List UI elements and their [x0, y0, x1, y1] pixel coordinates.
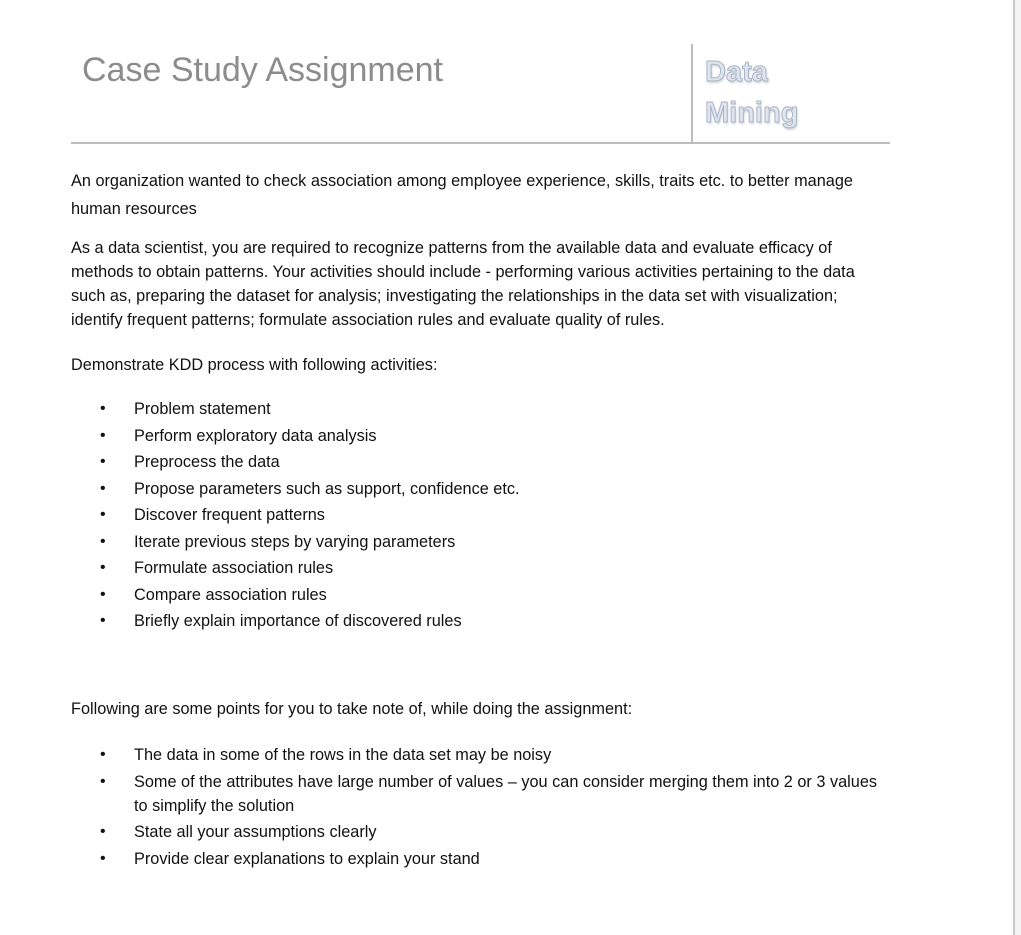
bullet-icon: • — [100, 559, 106, 576]
list-item — [71, 556, 893, 580]
list-item-text: Briefly explain importance of discovered rules — [134, 612, 462, 630]
bullet-icon: • — [100, 823, 106, 840]
list-item-text: Problem statement — [134, 400, 271, 418]
list-item — [71, 477, 893, 501]
bullet-icon: • — [100, 400, 106, 417]
list-item — [71, 743, 893, 767]
bullet-icon: • — [100, 772, 106, 790]
list-item-text: Some of the attributes have large number of values – you can consider merging them into 2 or 3 values to simplify the solution — [134, 772, 878, 815]
subject-label — [705, 52, 855, 134]
bullet-icon: • — [100, 746, 106, 763]
list-item — [71, 450, 893, 474]
bullet-icon: • — [100, 612, 106, 629]
viewer-background — [1015, 0, 1021, 935]
list-item — [71, 820, 893, 844]
list-item-text: Compare association rules — [134, 585, 327, 604]
list-item-text: Preprocess the data — [134, 453, 280, 471]
bullet-icon: • — [100, 585, 106, 603]
list-item — [71, 424, 893, 448]
bullet-icon: • — [100, 506, 106, 523]
list-item — [71, 503, 893, 527]
list-item-text: State all your assumptions clearly — [134, 823, 377, 841]
notes-heading: Following are some points for you to take note of, while doing the assignment: — [71, 700, 633, 718]
list-item — [71, 397, 893, 421]
list-item-text: Iterate previous steps by varying parameters — [134, 532, 456, 551]
list-item-text: Perform exploratory data analysis — [134, 426, 377, 445]
activities-heading: Demonstrate KDD process with following activities: — [71, 356, 438, 374]
header-divider — [691, 44, 693, 142]
activities-list — [71, 397, 893, 633]
description-paragraph: As a data scientist, you are required to recognize patterns from the available data and evaluate efficacy of methods to obtain patterns. Your activities should include - performing various activities pertaining to the data such as, preparing the dataset for analysis; investigating the relationships in the data set with visualization; identify frequent patterns; formulate association rules and evaluate quality of rules. — [71, 239, 855, 329]
list-item-text: Formulate association rules — [134, 559, 334, 577]
bullet-icon: • — [100, 532, 106, 550]
document-title: Case Study Assignment — [82, 51, 443, 89]
list-item — [71, 770, 893, 818]
notes-list — [71, 743, 893, 871]
document-body — [71, 167, 893, 873]
subject-line-2: Mining — [705, 97, 799, 129]
list-item-text: Discover frequent patterns — [134, 506, 325, 524]
list-item — [71, 609, 893, 633]
list-item — [71, 583, 893, 607]
list-item-text: Propose parameters such as support, confidence etc. — [134, 479, 520, 498]
bullet-icon: • — [100, 479, 106, 497]
bullet-icon: • — [100, 849, 106, 867]
subject-line-1: Data — [705, 56, 768, 88]
list-item-text: Provide clear explanations to explain your stand — [134, 849, 480, 868]
list-item-text: The data in some of the rows in the data set may be noisy — [134, 746, 552, 764]
list-item — [71, 530, 893, 554]
bullet-icon: • — [100, 453, 106, 470]
bullet-icon: • — [100, 426, 106, 444]
document-header — [71, 44, 890, 144]
intro-paragraph: An organization wanted to check association among employee experience, skills, traits etc. to better manage human resources — [71, 172, 853, 218]
list-item — [71, 847, 893, 871]
